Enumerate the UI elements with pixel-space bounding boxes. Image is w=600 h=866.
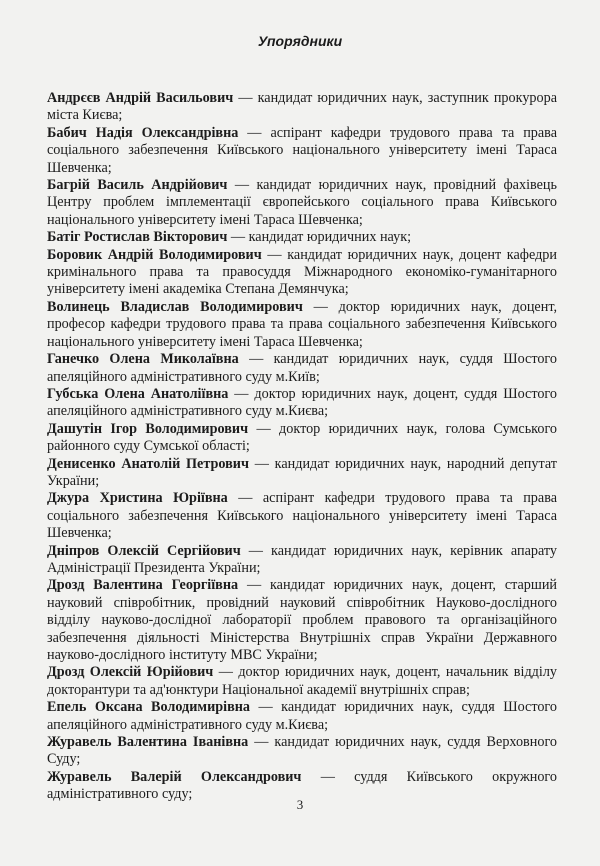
list-item	[47, 351, 557, 386]
entry-description: — кандидат юридичних наук, доцент, старший науковий співробітник, провідний науковий співробітник Науково-дослідного відділу науково-дослідної лабораторії проблем правового та організаційного забезпечення діяльності Міністерства Внутрішніх справ України Державного науково-дослідного інституту МВС України;	[47, 577, 557, 663]
entry-name: Багрій Василь Андрійович	[47, 177, 228, 194]
entry-description: — кандидат юридичних наук, провідний фахівець Центру проблем імплементації європейського соціального права Київського національного університету імені Тараса Шевченка;	[47, 177, 557, 228]
list-item	[47, 229, 557, 246]
entry-description: — аспірант кафедри трудового права та права соціального забезпечення Київського національного університету імені Тараса Шевченка;	[47, 490, 558, 542]
entry-description: — кандидат юридичних наук, народний депутат України;	[47, 455, 557, 489]
entry-description: — кандидат юридичних наук, суддя Шостого апеляційного адміністративного суду м.Київ;	[47, 351, 557, 385]
entry-description: — кандидат юридичних наук, керівник апарату Адміністрації Президента України;	[47, 542, 557, 576]
entry-name: Дрозд Олексій Юрійович	[47, 664, 214, 681]
list-item	[47, 699, 557, 734]
entry-description: — кандидат юридичних наук, заступник прокурора міста Києва;	[47, 90, 557, 124]
entry-name: Дніпров Олексій Сергійович	[47, 542, 241, 559]
entry-name: Волинець Владислав Володимирович	[47, 298, 303, 315]
list-item	[47, 386, 557, 421]
list-item	[47, 421, 557, 456]
entry-name: Дашутін Ігор Володимирович	[47, 420, 249, 437]
entry-description: — кандидат юридичних наук;	[227, 229, 412, 246]
list-item	[47, 177, 557, 229]
list-item	[47, 543, 557, 578]
list-item	[47, 490, 557, 542]
entry-name: Журавель Валерій Олександрович	[47, 768, 302, 785]
entry-name: Батіг Ростислав Вікторович	[47, 229, 228, 246]
list-item	[47, 664, 557, 699]
list-item	[47, 299, 557, 351]
page-number: 3	[296, 797, 304, 812]
entry-description: — доктор юридичних наук, голова Сумського районного суду Сумської області;	[47, 420, 558, 455]
entry-name: Губська Олена Анатоліївна	[47, 385, 229, 402]
list-item	[47, 247, 557, 299]
entry-name: Джура Христина Юріївна	[47, 490, 228, 507]
entry-name: Дрозд Валентина Георгіївна	[47, 577, 239, 594]
entry-description: — кандидат юридичних наук, суддя Шостого апеляційного адміністративного суду м.Києва;	[47, 699, 557, 733]
entry-name: Денисенко Анатолій Петрович	[47, 455, 249, 472]
entry-description: — кандидат юридичних наук, доцент кафедри кримінального права та правосуддя Міжнародного економіко-гуманітарного університету імені академіка Степана Демянчука;	[47, 246, 557, 298]
list-item	[47, 90, 557, 125]
entry-name: Ганечко Олена Миколаївна	[47, 351, 239, 368]
entry-description: — доктор юридичних наук, доцент, начальник відділу докторантури та ад'юнктури Національної академії внутрішніх справ;	[47, 664, 558, 698]
compilers-list	[47, 90, 557, 804]
list-item	[47, 577, 557, 664]
entry-description: — аспірант кафедри трудового права та права соціального забезпечення Київського національного університету імені Тараса Шевченка;	[47, 124, 557, 176]
list-item	[47, 734, 557, 769]
list-item	[47, 125, 557, 177]
list-item	[47, 456, 557, 491]
entry-description: — кандидат юридичних наук, суддя Верховного Суду;	[47, 734, 558, 768]
page-title: Упорядники	[257, 33, 343, 49]
entry-name: Андрєєв Андрій Васильович	[47, 90, 234, 106]
entry-name: Журавель Валентина Іванівна	[47, 734, 249, 751]
entry-name: Епель Оксана Володимирівна	[47, 699, 251, 716]
entry-description: — доктор юридичних наук, доцент, суддя Шостого апеляційного адміністративного суду м.Києва;	[47, 385, 557, 420]
entry-name: Бабич Надія Олександрівна	[47, 124, 239, 141]
entry-description: — доктор юридичних наук, доцент, професор кафедри трудового права та права соціального забезпечення Київського національного університету імені Тараса Шевченка;	[47, 298, 557, 350]
entry-name: Боровик Андрій Володимирович	[47, 246, 262, 263]
entry-description: — суддя Київського окружного адміністративного суду;	[47, 768, 557, 803]
